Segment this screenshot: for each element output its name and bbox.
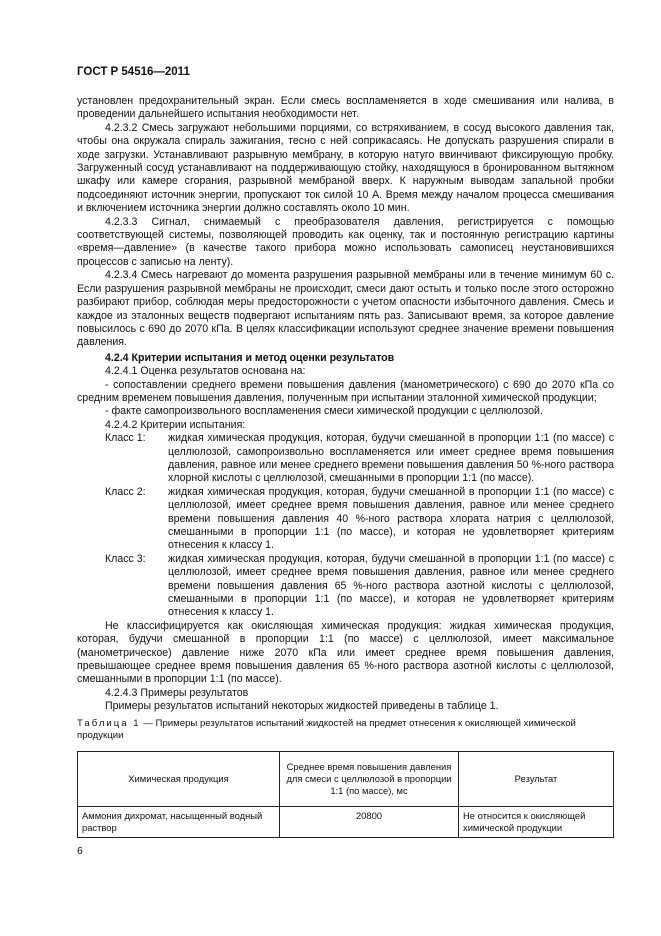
section-heading: 4.2.4 Критерии испытания и метод оценки результатов [105,351,395,364]
table-row [78,807,614,838]
paragraph: 4.2.4.2 Критерии испытания: [105,418,246,431]
table-cell-time: 20800 [280,807,459,838]
paragraph: - факте самопроизвольного воспламенения смеси химической продукции с целлюлозой. [105,405,543,418]
paragraph: Не классифицируется как окисляющая химическая продукция: жидкая химическая продукция, которая, будучи смешанной в пропорции 1:1 (по массе) с целлюлозой, имеет максимальное (манометрическое) давление ниже 2070 кПа или имеет среднее время повышения давления, превышающее среднее время повышения давления 65 %-ного раствора азотной кислоты с целлюлозой, смешанными в пропорции 1:1 (по массе). [77,619,614,686]
table-header-row [78,752,614,807]
class-description: жидкая химическая продукция, которая, будучи смешанной в пропорции 1:1 (по массе) с целлюлозой, имеет среднее время повышения давления, равное или менее среднего времени повышения давления 40 %-ного раствора хлората натрия с целлюлозой, смешанными в пропорции 1:1 (по массе), и которая не удовлетворяет критериям отнесения к классу 1. [168,485,614,552]
class-description: жидкая химическая продукция, которая, будучи смешанной в пропорции 1:1 (по массе) с целлюлозой, имеет среднее время повышения давления, равное или менее среднего времени повышения давления 65 %-ного раствора азотной кислоты с целлюлозой, смешанными в пропорции 1:1 (по массе), и которая не удовлетворяет критериям отнесения к классу 1. [168,552,614,619]
class-label: Класс 2: [105,485,146,498]
table-caption-text: — Примеры результатов испытаний жидкостей на предмет отнесения к окисляющей химической продукции [77,718,576,741]
paragraph-list [77,95,614,432]
paragraph: установлен предохранительный экран. Если смесь воспламеняется в ходе смешивания или налива, в проведении дальнейшего испытания необходимости нет. [77,95,614,121]
document-header: ГОСТ Р 54516—2011 [77,66,190,78]
class-label: Класс 1: [105,432,146,445]
paragraph: 4.2.3.4 Смесь нагревают до момента разрушения разрывной мембраны или в течение минимум 60 с. Если разрушения разрывной мембраны не происходит, смеси дают остыть и только после этого осторожно разбирают прибор, соблюдая меры предосторожности с учетом опасности избыточного давления. Смесь и каждое из эталонных веществ подвергают испытаниям пять раз. Записывают время, за которое давление повысилось с 690 до 2070 кПа. В целях классификации используют среднее значение времени повышения давления. [77,269,614,349]
page-number: 6 [77,845,83,857]
table-caption [77,718,614,742]
class-criterion [77,553,614,620]
class-criterion [77,432,614,486]
paragraph-list-after [77,620,614,714]
class-description: жидкая химическая продукция, которая, будучи смешанной в пропорции 1:1 (по массе) с целлюлозой, самопроизвольно воспламеняется или имеет среднее время повышения давления, равное или менее среднего времени повышения давления 50 %-ного раствора хлорной кислоты с целлюлозой, смешанными в пропорции 1:1 (по массе). [168,432,614,485]
document-body [77,95,614,714]
class-criteria-list [77,432,614,620]
column-header-time: Среднее время повышения давления для смеси с целлюлозой в пропорции 1:1 (по массе), мс [280,752,459,807]
class-criterion [77,486,614,553]
class-label: Класс 3: [105,552,146,565]
paragraph: Примеры результатов испытаний некоторых жидкостей приведены в таблице 1. [105,700,499,713]
table-cell-result: Не относится к окисляющей химической продукции [459,807,614,838]
column-header-result: Результат [459,752,614,807]
paragraph: 4.2.4.1 Оценка результатов основана на: [105,365,306,378]
table-cell-product: Аммония дихромат, насыщенный водный раствор [78,807,280,838]
column-header-product: Химическая продукция [78,752,280,807]
paragraph: 4.2.4.3 Примеры результатов [105,686,249,699]
table-caption-label: Таблица 1 [77,718,141,729]
paragraph: 4.2.3.3 Сигнал, снимаемый с преобразователя давления, регистрируется с помощью соответствующей системы, позволяющей проводить как оценку, так и постоянную регистрацию картины «время—давление» (в качестве такого прибора можно использовать самописец неустановившихся процессов с записью на ленту). [77,215,614,268]
paragraph: - сопоставлении среднего времени повышения давления (манометрического) с 690 до 2070 кПа со средним временем повышения давления, полученным при испытании эталонной химической продукции; [77,378,614,404]
paragraph: 4.2.3.2 Смесь загружают небольшими порциями, со встряхиванием, в сосуд высокого давления так, чтобы она окружала спираль зажигания, тесно с ней соприкасаясь. Не допускать разрушения спирали в ходе загрузки. Устанавливают разрывную мембрану, в которую натуго ввинчивают фиксирующую пробку. Загруженный сосуд устанавливают на поддерживающую стойку, находящуюся в бронированном вытяжном шкафу или камере сгорания, разрывной мембраной вверх. К наружным выводам запальной пробки подсоединяют источник энергии, пропускают ток силой 10 А. Время между началом процесса смешивания и включением источника энергии должно составлять около 10 мин. [77,121,614,215]
results-table [77,751,614,838]
